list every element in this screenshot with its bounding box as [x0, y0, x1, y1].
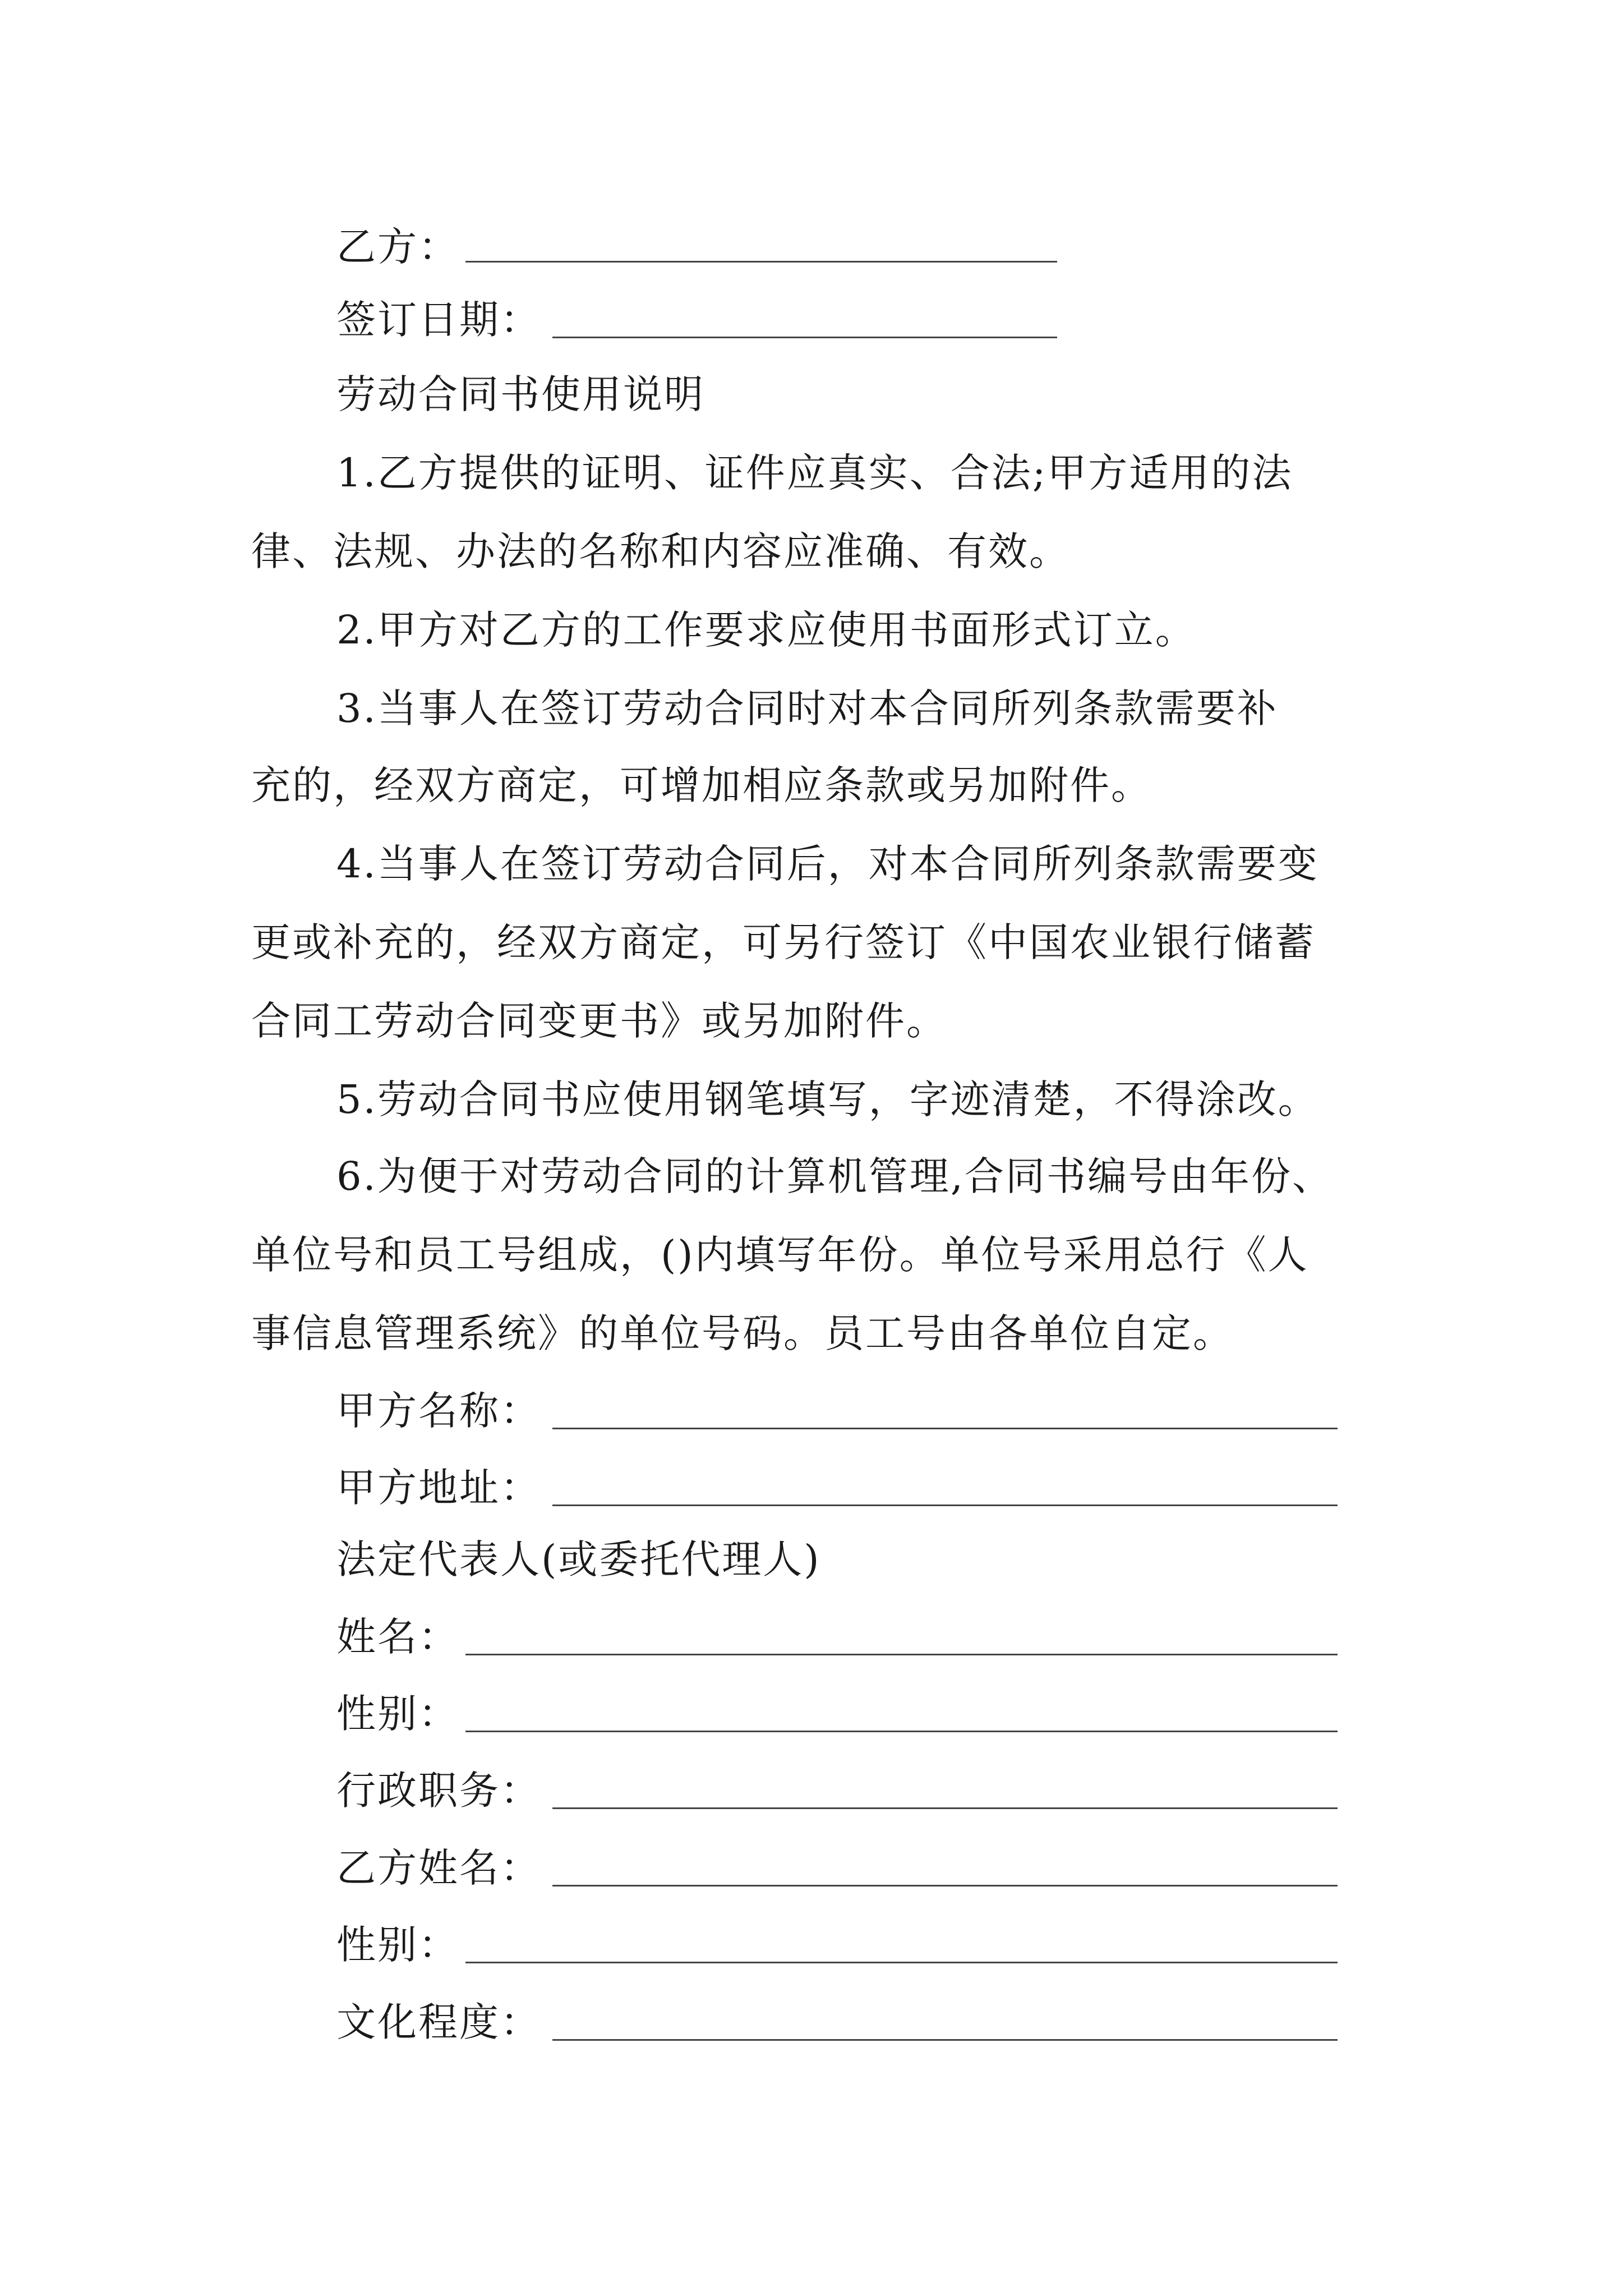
- instruction-4-line-2: 更或补充的，经双方商定，可另行签订《中国农业银行储蓄: [251, 919, 1316, 965]
- instruction-3-line-2: 充的，经双方商定，可增加相应条款或另加附件。: [251, 762, 1152, 808]
- party-b-blank[interactable]: [465, 261, 1057, 263]
- party-b-name-label: 乙方姓名：: [336, 1845, 541, 1891]
- instruction-2-line-1: 2.甲方对乙方的工作要求应使用书面形式订立。: [336, 607, 1196, 653]
- instruction-5-line-1: 5.劳动合同书应使用钢笔填写，字迹清楚，不得涂改。: [336, 1076, 1319, 1122]
- instruction-3-line-1: 3.当事人在签订劳动合同时对本合同所列条款需要补: [336, 685, 1278, 731]
- position-label: 行政职务：: [336, 1768, 541, 1814]
- gender-label: 性别：: [336, 1691, 459, 1737]
- instruction-1-line-2: 律、法规、办法的名称和内容应准确、有效。: [251, 528, 1070, 574]
- legal-rep-heading: 法定代表人(或委托代理人): [336, 1536, 821, 1582]
- sign-date-label: 签订日期：: [336, 297, 541, 343]
- instruction-6-line-1: 6.为便于对劳动合同的计算机管理,合同书编号由年份、: [336, 1153, 1334, 1199]
- instruction-4-line-1: 4.当事人在签订劳动合同后，对本合同所列条款需要变: [336, 841, 1319, 887]
- instruction-4-line-3: 合同工劳动合同变更书》或另加附件。: [251, 998, 947, 1044]
- party-a-name-blank[interactable]: [552, 1428, 1338, 1429]
- party-a-name-label: 甲方名称：: [336, 1388, 541, 1434]
- party-b-name-blank[interactable]: [552, 1885, 1338, 1887]
- gender-blank[interactable]: [465, 1731, 1338, 1732]
- instruction-1-line-1: 1.乙方提供的证明、证件应真实、合法;甲方适用的法: [336, 450, 1293, 496]
- position-blank[interactable]: [552, 1807, 1338, 1809]
- party-a-address-label: 甲方地址：: [336, 1465, 541, 1511]
- instructions-title: 劳动合同书使用说明: [336, 371, 705, 417]
- name-blank[interactable]: [465, 1654, 1338, 1655]
- name-label: 姓名：: [336, 1614, 459, 1660]
- education-blank[interactable]: [552, 2039, 1338, 2041]
- sign-date-blank[interactable]: [552, 337, 1057, 338]
- instruction-6-line-2: 单位号和员工号组成，()内填写年份。单位号采用总行《人: [251, 1232, 1309, 1278]
- party-b-gender-label: 性别：: [336, 1922, 459, 1968]
- party-b-label: 乙方：: [336, 224, 459, 270]
- party-b-gender-blank[interactable]: [465, 1962, 1338, 1963]
- instruction-6-line-3: 事信息管理系统》的单位号码。员工号由各单位自定。: [251, 1310, 1234, 1356]
- education-label: 文化程度：: [336, 1999, 541, 2045]
- party-a-address-blank[interactable]: [552, 1504, 1338, 1506]
